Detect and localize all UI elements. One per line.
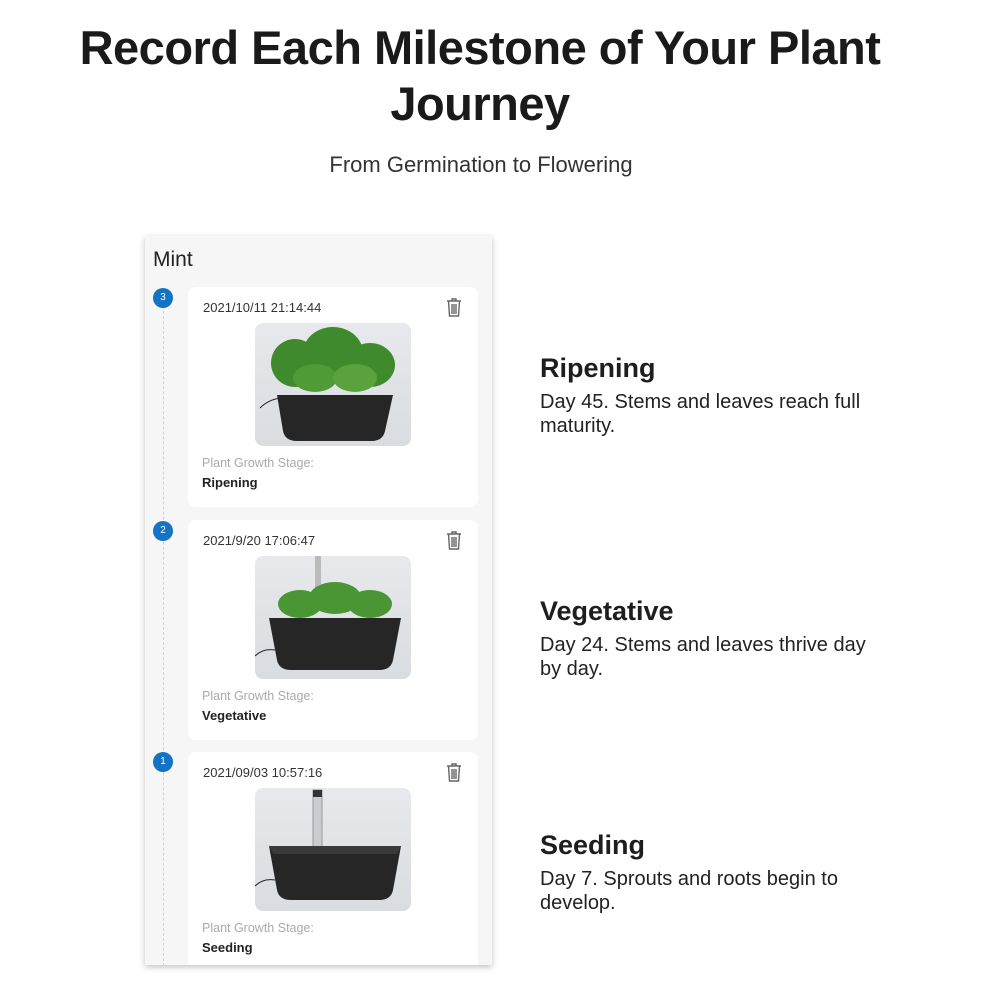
step-badge: 3 bbox=[153, 288, 173, 308]
stage-title: Vegetative bbox=[540, 596, 674, 626]
stage-title: Seeding bbox=[540, 830, 646, 860]
trash-icon[interactable] bbox=[444, 529, 464, 551]
stage-value: Ripening bbox=[202, 475, 258, 490]
stage-title: Ripening bbox=[540, 353, 656, 383]
record-card[interactable] bbox=[188, 287, 478, 507]
stage-description bbox=[540, 596, 870, 681]
plant-photo[interactable] bbox=[255, 556, 411, 679]
page-title: Record Each Milestone of Your Plant Journey bbox=[79, 21, 881, 130]
plant-photo[interactable] bbox=[255, 788, 411, 911]
stage-label: Plant Growth Stage: bbox=[202, 689, 314, 703]
trash-icon[interactable] bbox=[444, 761, 464, 783]
app-screenshot bbox=[145, 236, 492, 965]
stage-value: Seeding bbox=[202, 940, 253, 955]
plant-photo[interactable] bbox=[255, 323, 411, 446]
stage-text: Day 45. Stems and leaves reach full maturity. bbox=[540, 391, 861, 437]
stage-description bbox=[540, 353, 870, 438]
record-card[interactable] bbox=[188, 752, 478, 965]
timeline-line bbox=[163, 296, 164, 965]
record-datetime: 2021/09/03 10:57:16 bbox=[203, 765, 323, 780]
plant-name: Mint bbox=[153, 248, 193, 271]
record-datetime: 2021/10/11 21:14:44 bbox=[203, 300, 322, 315]
stage-value: Vegetative bbox=[202, 708, 267, 723]
stage-label: Plant Growth Stage: bbox=[202, 921, 314, 935]
stage-text: Day 7. Sprouts and roots begin to develop. bbox=[540, 868, 838, 914]
record-datetime: 2021/9/20 17:06:47 bbox=[203, 533, 316, 548]
step-badge: 1 bbox=[153, 752, 173, 772]
stage-description bbox=[540, 830, 870, 915]
stage-label: Plant Growth Stage: bbox=[202, 456, 314, 470]
stage-text: Day 24. Stems and leaves thrive day by day. bbox=[540, 634, 866, 680]
trash-icon[interactable] bbox=[444, 296, 464, 318]
step-badge: 2 bbox=[153, 521, 173, 541]
record-card[interactable] bbox=[188, 520, 478, 740]
page-subtitle: From Germination to Flowering bbox=[329, 152, 633, 177]
